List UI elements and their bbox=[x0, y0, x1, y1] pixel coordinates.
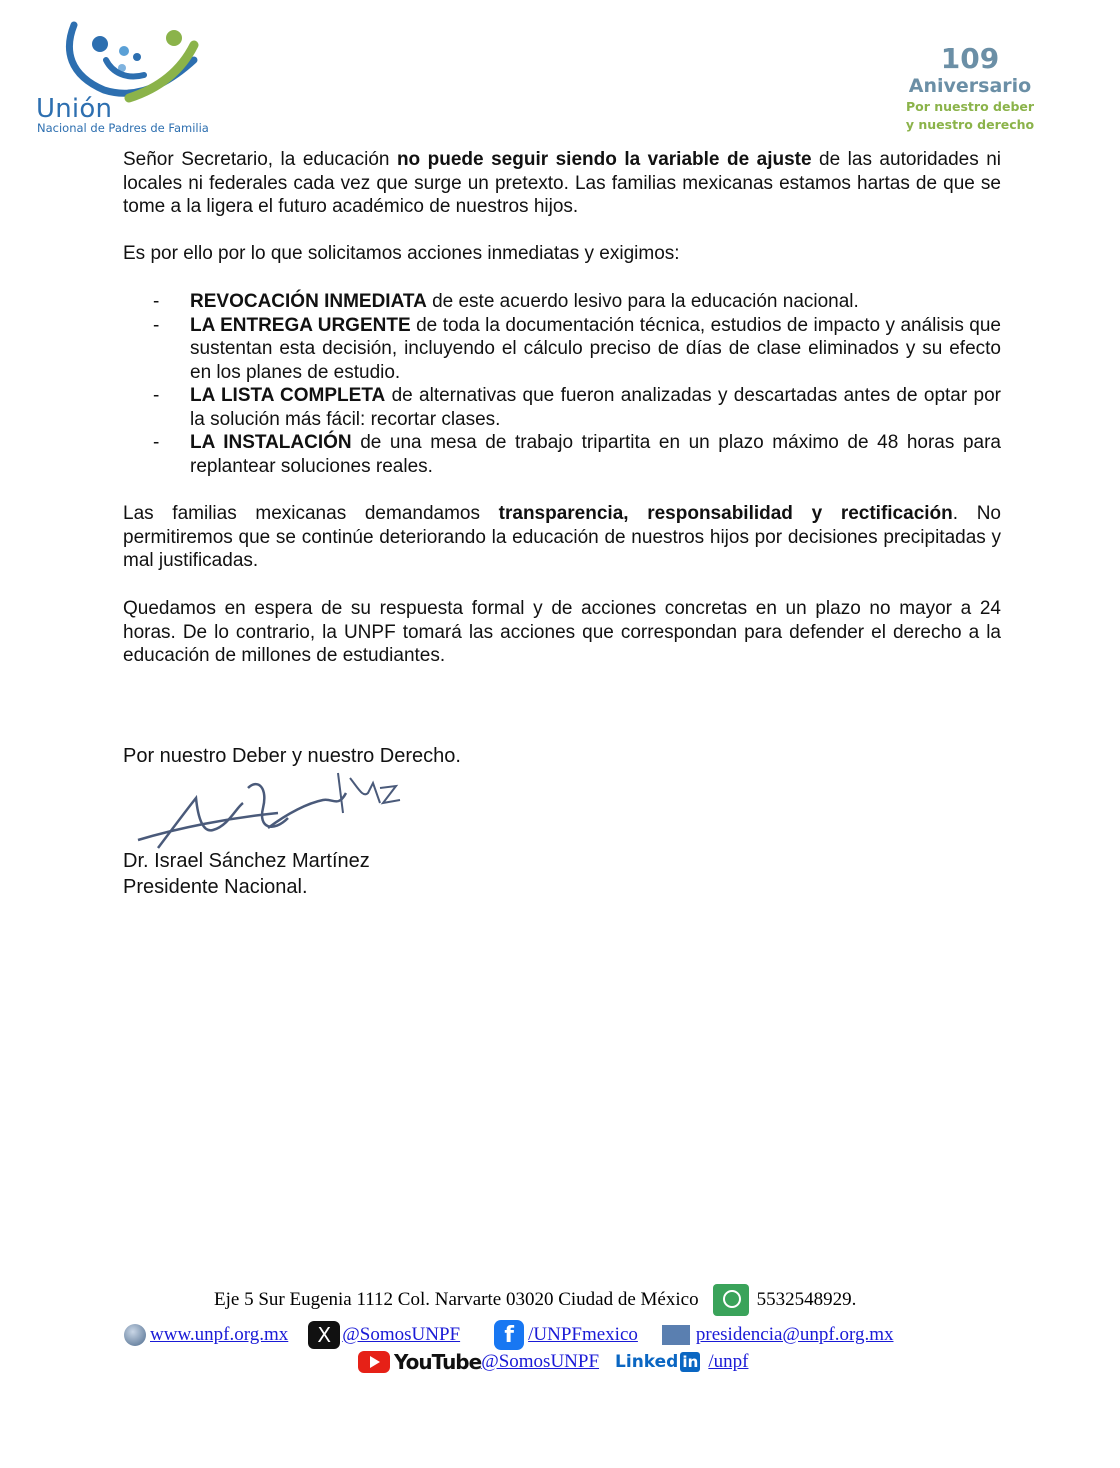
mail-icon bbox=[662, 1325, 690, 1345]
p1-text-c: de las autoridades ni locales ni federales cada vez que surge un pretexto. Las familias mexicanas estamos hartas de que se tome a la ligera el futuro académico de nuestros hijos. bbox=[123, 149, 1002, 217]
list-item-text: de una mesa de trabajo tripartita en un plazo máximo de 48 horas para replantear soluciones reales. bbox=[190, 432, 1001, 477]
paragraph-3 bbox=[123, 502, 1001, 573]
paragraph-1 bbox=[123, 148, 1001, 219]
demands-list bbox=[123, 290, 1001, 478]
facebook-icon: f bbox=[494, 1320, 524, 1350]
x-handle-link[interactable]: @SomosUNPF bbox=[342, 1324, 461, 1345]
p1-bold: no puede seguir siendo la variable de ajuste bbox=[396, 149, 812, 170]
facebook-link[interactable]: /UNPFmexico bbox=[528, 1324, 638, 1345]
linkedin-icon: in bbox=[680, 1352, 700, 1372]
anniversary-number: 109 bbox=[940, 42, 1000, 75]
address-row bbox=[214, 1284, 856, 1316]
list-item-bold: LA INSTALACIÓN bbox=[190, 432, 352, 453]
list-item-text: de alternativas que fueron analizadas y descartadas antes de optar por la solución más fácil: recortar clases. bbox=[190, 385, 1001, 430]
anniversary-word: Aniversario bbox=[908, 75, 1032, 97]
whatsapp-icon bbox=[713, 1284, 749, 1316]
logo-org-subtitle: Nacional de Padres de Familia bbox=[37, 121, 209, 135]
list-item-bold: REVOCACIÓN INMEDIATA bbox=[190, 291, 427, 312]
anniversary-logo bbox=[900, 44, 1040, 134]
list-item-bold: LA LISTA COMPLETA bbox=[190, 385, 386, 406]
linkedin-wordmark: Linked bbox=[615, 1352, 679, 1372]
list-item bbox=[123, 290, 1001, 314]
phone-number: 5532548929. bbox=[756, 1289, 857, 1310]
youtube-icon bbox=[358, 1351, 390, 1373]
closing-line: Por nuestro Deber y nuestro Derecho. bbox=[123, 745, 461, 767]
p3-bold: transparencia, responsabilidad y rectificación bbox=[498, 503, 953, 524]
paragraph-4: Quedamos en espera de su respuesta formal y de acciones concretas en un plazo no mayor a 24 horas. De lo contrario, la UNPF tomará las acciones que correspondan para defender el derecho a la educación de millones de estudiantes. bbox=[123, 598, 1001, 666]
p3-text-c: . No permitiremos que se continúe deteriorando la educación de nuestros hijos por decisiones precipitadas y mal justificadas. bbox=[123, 503, 1001, 571]
p1-text-a: Señor Secretario, la educación bbox=[123, 149, 397, 170]
youtube-handle-link[interactable]: @SomosUNPF bbox=[481, 1351, 600, 1372]
social-links-row-2 bbox=[358, 1350, 748, 1374]
paragraph-2: Es por ello por lo que solicitamos acciones inmediatas y exigimos: bbox=[123, 243, 680, 264]
linkedin-link[interactable]: /unpf bbox=[708, 1351, 749, 1372]
youtube-wordmark: YouTube bbox=[394, 1350, 482, 1374]
email-link[interactable]: presidencia@unpf.org.mx bbox=[695, 1324, 894, 1345]
list-item bbox=[123, 384, 1001, 431]
unpf-logo bbox=[34, 20, 214, 140]
logo-org-name: Unión bbox=[36, 94, 113, 124]
globe-icon bbox=[124, 1324, 146, 1346]
p3-text-a: Las familias mexicanas demandamos bbox=[123, 503, 499, 524]
website-link[interactable]: www.unpf.org.mx bbox=[150, 1324, 289, 1345]
list-item bbox=[123, 314, 1001, 385]
social-links-row-1 bbox=[124, 1320, 1004, 1350]
list-item bbox=[123, 431, 1001, 478]
motto-line-1: Por nuestro deber bbox=[905, 99, 1035, 114]
signer-name: Dr. Israel Sánchez Martínez bbox=[123, 850, 370, 872]
list-item-text: de este acuerdo lesivo para la educación nacional. bbox=[426, 291, 859, 312]
signer-title: Presidente Nacional. bbox=[123, 876, 308, 898]
list-item-text: de toda la documentación técnica, estudios de impacto y análisis que sustentan esta decisión, incluyendo el cálculo preciso de días de clase eliminados y su efecto en los planes de estudio. bbox=[190, 314, 1001, 383]
address-text: Eje 5 Sur Eugenia 1112 Col. Narvarte 03020 Ciudad de México bbox=[214, 1289, 699, 1310]
motto-line-2: y nuestro derecho bbox=[905, 117, 1035, 132]
list-item-bold: LA ENTREGA URGENTE bbox=[190, 314, 411, 336]
x-icon: X bbox=[308, 1321, 340, 1349]
